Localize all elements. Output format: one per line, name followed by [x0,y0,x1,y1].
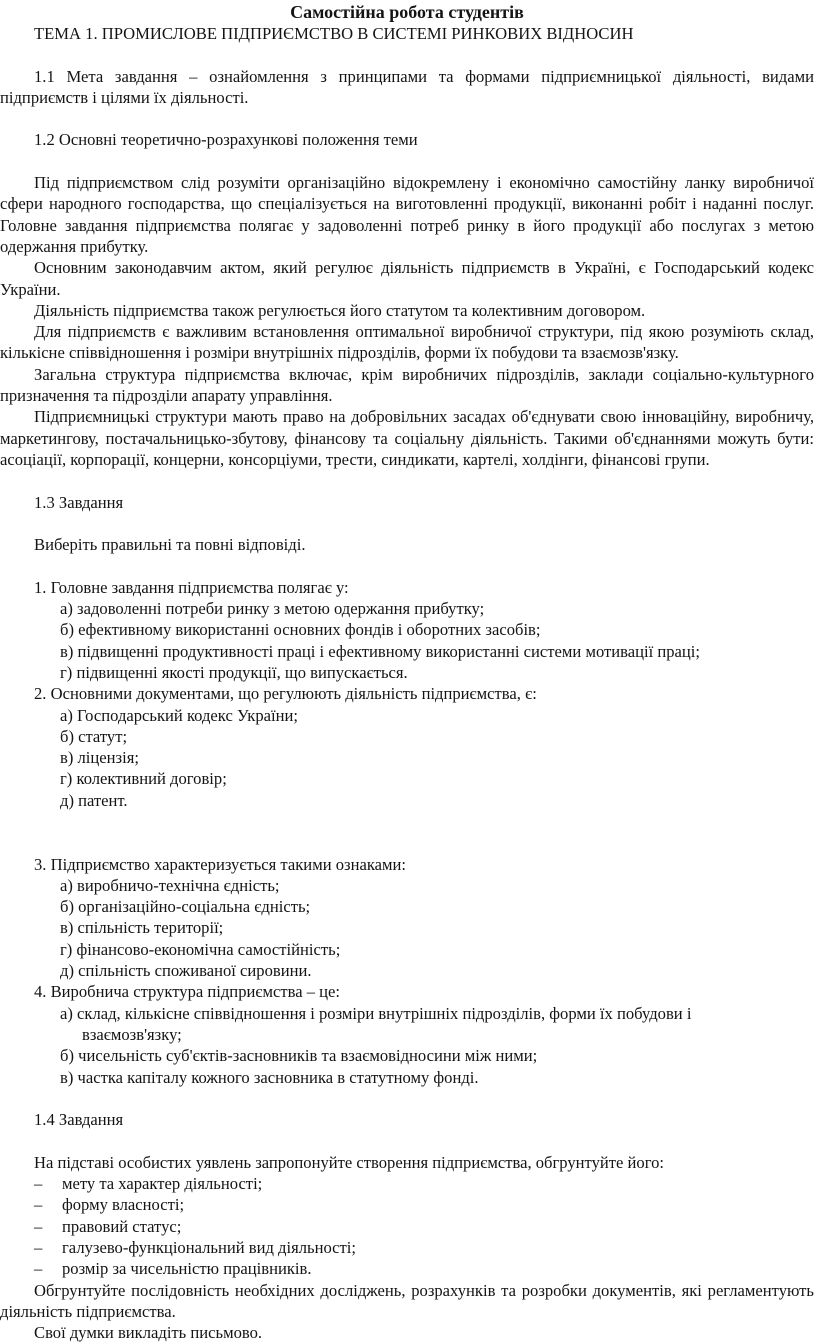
answer-option: а) задоволенні потреби ринку з метою одержання прибутку; [60,599,485,619]
paragraph: Діяльність підприємства також регулюється його статутом та колективним договором. [34,300,646,320]
list-item-text: мету та характер діяльності; [62,1174,263,1194]
closing-instruction: Свої думки викладіть письмово. [34,1323,263,1343]
section-1-2-heading: 1.2 Основні теоретично-розрахункові положення теми [34,130,418,150]
section-1-3-heading: 1.3 Завдання [34,492,124,512]
question-2 [0,683,814,811]
section-1-4-intro: На підставі особистих уявлень запропонуйте створення підприємства, обгрунтуйте його: [34,1152,664,1172]
question-1 [0,577,814,683]
list-item [0,1194,814,1215]
list-item-text: розмір за чисельністю працівників. [62,1259,312,1279]
dash-marker: – [34,1237,43,1257]
paragraph: Загальна структура підприємства включає, крім виробничих підрозділів, заклади соціально-культурного призначення та підрозділи апарату управління. [0,364,814,406]
answer-option: г) підвищенні якості продукції, що випускається. [60,662,408,682]
dash-marker: – [34,1259,43,1279]
question-text: 2. Основними документами, що регулюють діяльність підприємства, є: [34,684,537,704]
list-item [0,1216,814,1237]
question-4 [0,981,814,1087]
answer-option: а) Господарський кодекс України; [60,705,298,725]
dash-marker: – [34,1174,43,1194]
list-item-text: форму власності; [62,1195,185,1215]
answer-option: б) статут; [60,726,128,746]
list-item-text: правовий статус; [62,1216,182,1236]
answer-option: а) виробничо-технічна єдність; [60,875,280,895]
answer-option: б) чисельність суб'єктів-засновників та взаємовідносини між ними; [60,1046,538,1066]
answer-option-line: а) склад, кількісне співвідношення і розміри внутрішніх підрозділів, форми їх побудови і [60,1003,692,1023]
theme-heading: ТЕМА 1. ПРОМИСЛОВЕ ПІДПРИЄМСТВО В СИСТЕМІ РИНКОВИХ ВІДНОСИН [34,24,634,43]
answer-option: д) патент. [60,790,128,810]
answer-option: б) організаційно-соціальна єдність; [60,897,311,917]
paragraph: Підприємницькі структури мають право на добровільних засадах об'єднувати свою інноваційну, виробничу, маркетингову, постачальницько-збутову, фінансову та соціальну діяльність. Такими об'єднаннями можуть бути: асоціації, корпорації, концерни, консорціуми, трести, синдикати, картелі, холдінги, фінансові групи. [0,407,814,469]
document-title: Самостійна робота студентів [290,2,524,22]
question-text: 1. Головне завдання підприємства полягає у: [34,577,349,597]
requirements-list [0,1173,814,1279]
list-item [0,1237,814,1258]
dash-marker: – [34,1195,43,1215]
dash-marker: – [34,1216,43,1236]
paragraph: Основним законодавчим актом, який регулює діяльність підприємств в Україні, є Господарський кодекс України. [0,258,814,299]
section-1-3-intro: Виберіть правильні та повні відповіді. [34,535,306,555]
list-item [0,1258,814,1279]
answer-option: в) частка капіталу кожного засновника в статутному фонді. [60,1067,479,1087]
section-1-4-heading: 1.4 Завдання [34,1110,124,1130]
answer-option: в) спільність території; [60,918,224,938]
list-item [0,1173,814,1194]
answer-option: г) колективний договір; [60,769,227,789]
closing-paragraph: Обгрунтуйте послідовність необхідних досліджень, розрахунків та розробки документів, які регламентують діяльність підприємства. [0,1280,814,1321]
answer-option: д) спільність споживаної сировини. [60,961,312,981]
question-3 [0,854,814,982]
list-item-text: галузево-функціональний вид діяльності; [62,1237,357,1257]
answer-option: в) ліцензія; [60,748,139,768]
answer-option-line: взаємозв'язку; [82,1024,182,1044]
question-text: 4. Виробнича структура підприємства – це: [34,982,341,1002]
paragraph: Для підприємств є важливим встановлення оптимальної виробничої структури, під якою розуміють склад, кількісне співвідношення і розміри внутрішніх підрозділів, форми їх побудови та взаємозв'язку. [0,322,814,363]
section-1-1: 1.1 Мета завдання – ознайомлення з принципами та формами підприємницької діяльності, видами підприємств і цілями їх діяльності. [0,66,814,107]
answer-option: в) підвищенні продуктивності праці і ефективному використанні системи мотивації праці; [60,641,701,661]
answer-option [0,1003,814,1046]
answer-option: б) ефективному використанні основних фондів і оборотних засобів; [60,620,541,640]
question-text: 3. Підприємство характеризується такими ознаками: [34,854,406,874]
paragraph: Під підприємством слід розуміти організаційно відокремлену і економічно самостійну ланку виробничої сфери народного господарства, що спеціалізується на виготовленні продукції, виконанні робіт і наданні послуг. Головне завдання підприємства полягає у задоволенні потреб ринку в його продукції або послугах з метою одержання прибутку. [0,173,814,256]
answer-option: г) фінансово-економічна самостійність; [60,939,341,959]
